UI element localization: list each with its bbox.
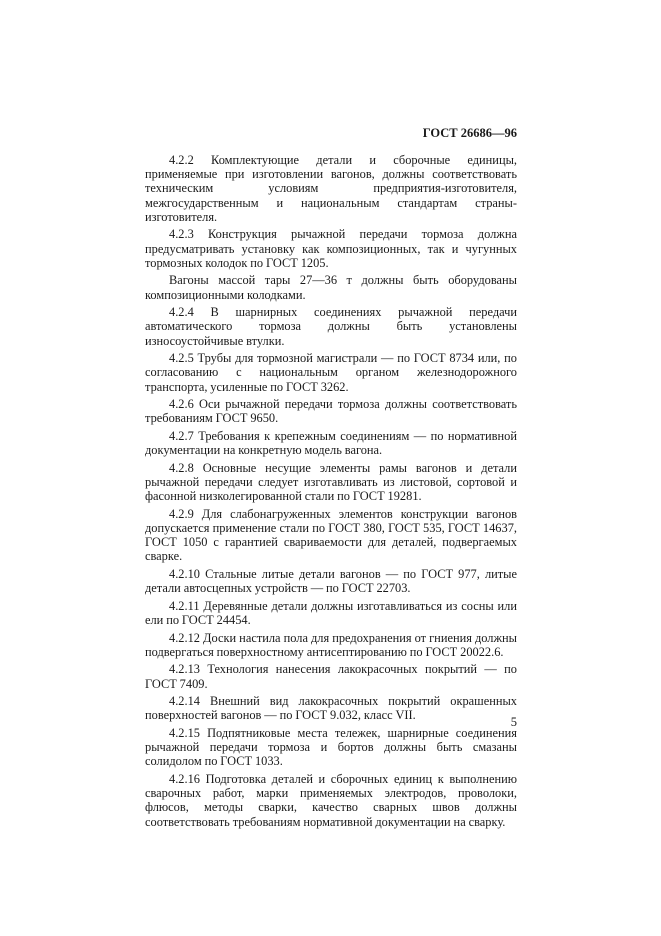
paragraph-4-2-16: 4.2.16 Подготовка деталей и сборочных единиц к выполнению сварочных работ, марки применяемых электродов, проволоки, флюсов, методы сварки, качество сварных швов должны соответствовать требованиям нормативной документации на сварку. [145,771,517,829]
paragraph-4-2-6: 4.2.6 Оси рычажной передачи тормоза должны соответствовать требованиям ГОСТ 9650. [145,397,517,426]
paragraph-4-2-2: 4.2.2 Комплектующие детали и сборочные единицы, применяемые при изготовлении вагонов, должны соответствовать техническим условиям предприятия-изготовителя, межгосударственным и национальным стандартам страны-изготовителя. [145,153,517,224]
paragraph-4-2-9: 4.2.9 Для слабонагруженных элементов конструкции вагонов допускается применение стали по ГОСТ 380, ГОСТ 535, ГОСТ 14637, ГОСТ 1050 с гарантией свариваемости для деталей, подвергаемых сварке. [145,506,517,564]
paragraph-4-2-3: 4.2.3 Конструкция рычажной передачи тормоза должна предусматривать установку как композиционных, так и чугунных тормозных колодок по ГОСТ 1205. [145,227,517,270]
paragraph-4-2-15: 4.2.15 Подпятниковые места тележек, шарнирные соединения рычажной передачи тормоза и бортов должны быть смазаны солидолом по ГОСТ 1033. [145,725,517,769]
paragraph-4-2-12: 4.2.12 Доски настила пола для предохранения от гниения должны подвергаться поверхностному антисептированию по ГОСТ 20022.6. [145,630,517,659]
document-body [145,153,517,832]
paragraph-4-2-3-note: Вагоны массой тары 27—36 т должны быть оборудованы композиционными колодками. [145,273,517,302]
paragraph-4-2-5: 4.2.5 Трубы для тормозной магистрали — по ГОСТ 8734 или, по согласованию с национальным органом железнодорожного транспорта, усиленные по ГОСТ 3262. [145,351,517,394]
page-number: 5 [510,715,517,729]
paragraph-4-2-4: 4.2.4 В шарнирных соединениях рычажной передачи автоматического тормоза должны быть установлены износоустойчивые втулки. [145,305,517,348]
paragraph-4-2-10: 4.2.10 Стальные литые детали вагонов — по ГОСТ 977, литые детали автосцепных устройств — по ГОСТ 22703. [145,567,517,596]
paragraph-4-2-14: 4.2.14 Внешний вид лакокрасочных покрытий окрашенных поверхностей вагонов — по ГОСТ 9.032, класс VII. [145,694,517,723]
paragraph-4-2-8: 4.2.8 Основные несущие элементы рамы вагонов и детали рычажной передачи следует изготавливать из листовой, сортовой и фасонной низколегированной стали по ГОСТ 19281. [145,460,517,504]
document-code-header: ГОСТ 26686—96 [422,126,517,140]
paragraph-4-2-7: 4.2.7 Требования к крепежным соединениям — по нормативной документации на конкретную модель вагона. [145,429,517,458]
paragraph-4-2-11: 4.2.11 Деревянные детали должны изготавливаться из сосны или ели по ГОСТ 24454. [145,598,517,627]
paragraph-4-2-13: 4.2.13 Технология нанесения лакокрасочных покрытий — по ГОСТ 7409. [145,662,517,691]
